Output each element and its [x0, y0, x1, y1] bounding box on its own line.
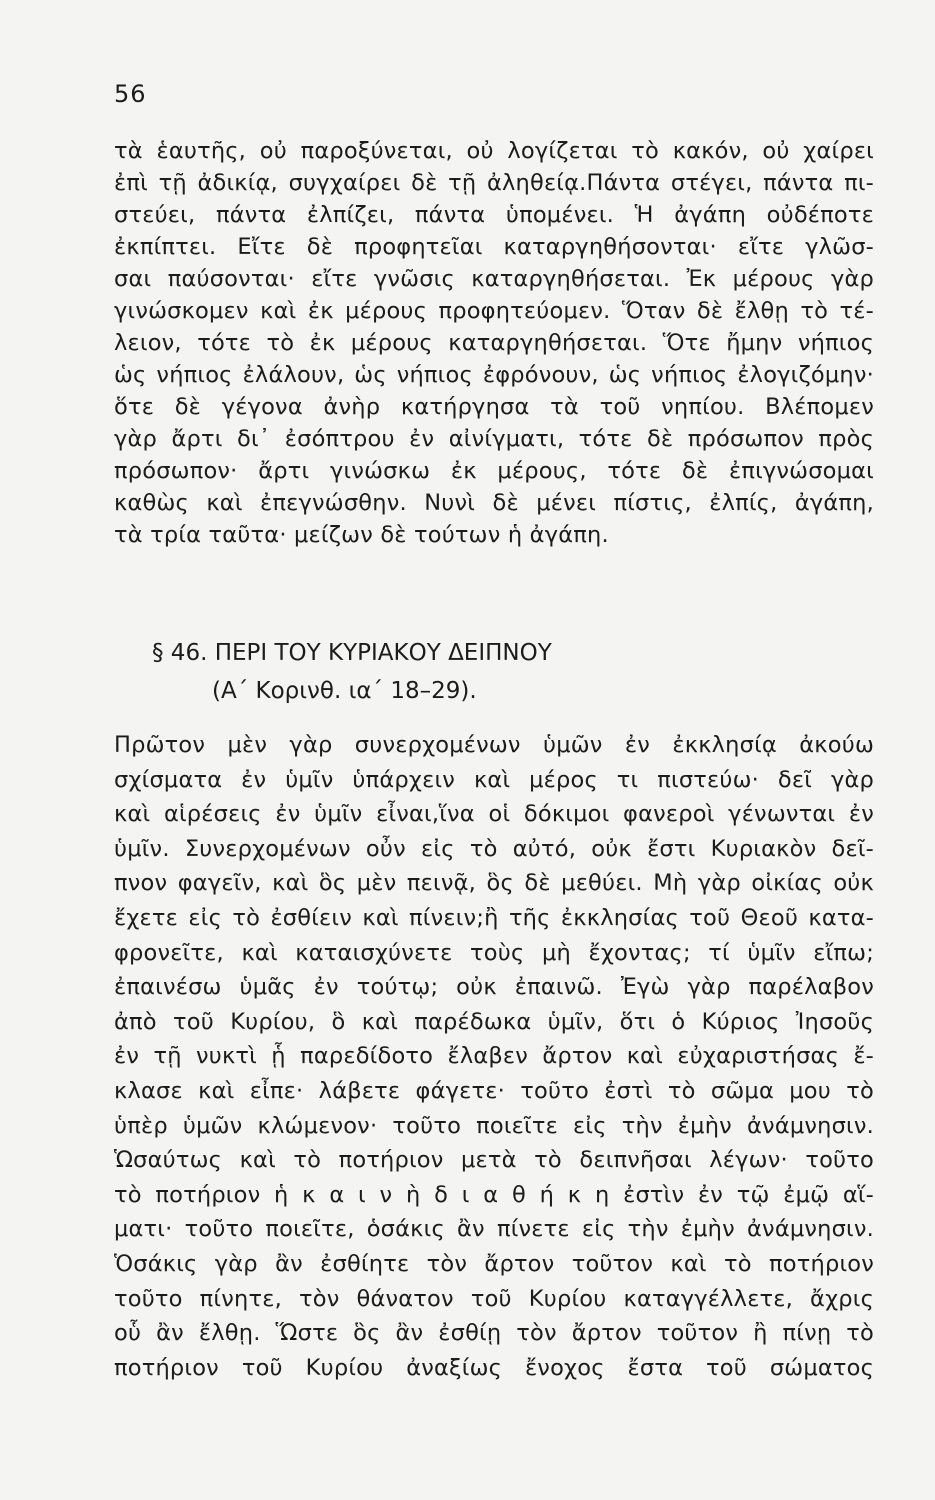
text-line: σχίσματα ἐν ὑμῖν ὑπάρχειν καὶ μέρος τι πιστεύω· δεῖ γὰρ — [114, 766, 874, 793]
text-line: πνον φαγεῖν, καὶ ὃς μὲν πεινᾷ, ὃς δὲ μεθύει. Μὴ γὰρ οἰκίας οὐκ — [114, 870, 874, 897]
text-line: τὰ ἑαυτῆς, οὐ παροξύνεται, οὐ λογίζεται τὸ κακόν, οὐ χαίρει — [114, 138, 874, 164]
text-line: οὗ ἂν ἔλθῃ. Ὥστε ὃς ἂν ἐσθίῃ τὸν ἄρτον τοῦτον ἢ πίνῃ τὸ — [114, 1320, 874, 1347]
text-line: γὰρ ἄρτι δι᾽ ἐσόπτρου ἐν αἰνίγματι, τότε δὲ πρόσωπον πρὸς — [114, 426, 874, 452]
text-line: ἀπὸ τοῦ Κυρίου, ὃ καὶ παρέδωκα ὑμῖν, ὅτι ὁ Κύριος Ἰησοῦς — [114, 1008, 874, 1035]
text-line: Ὡσαύτως καὶ τὸ ποτήριον μετὰ τὸ δειπνῆσαι λέγων· τοῦτο — [114, 1147, 874, 1174]
text-line: τὰ τρία ταῦτα· μείζων δὲ τούτων ἡ ἀγάπη. — [114, 522, 609, 548]
text-line: κλασε καὶ εἶπε· λάβετε φάγετε· τοῦτο ἐστὶ τὸ σῶμα μου τὸ — [114, 1077, 874, 1104]
text-line: ἐπὶ τῇ ἀδικίᾳ, συγχαίρει δὲ τῇ ἀληθείᾳ.Πάντα στέγει, πάντα πι- — [114, 170, 874, 196]
text-line: καθὼς καὶ ἐπεγνώσθην. Νυνὶ δὲ μένει πίστις, ἐλπίς, ἀγάπη, — [114, 490, 874, 516]
body-paragraph — [114, 728, 874, 1385]
text-line: Ὁσάκις γὰρ ἂν ἐσθίητε τὸν ἄρτον τοῦτον καὶ τὸ ποτήριον — [114, 1250, 874, 1277]
text-line: ὑπὲρ ὑμῶν κλώμενον· τοῦτο ποιεῖτε εἰς τὴν ἐμὴν ἀνάμνησιν. — [114, 1112, 874, 1139]
text-line: ματι· τοῦτο ποιεῖτε, ὁσάκις ἂν πίνετε εἰς τὴν ἐμὴν ἀνάμνησιν. — [114, 1216, 874, 1243]
text-line: τὸ ποτήριον ἡ κ α ι ν ὴ δ ι α θ ή κ η ἐστὶν ἐν τῷ ἐμῷ αἵ- — [114, 1181, 874, 1208]
text-line: ἐκπίπτει. Εἴτε δὲ προφητεῖαι καταργηθήσονται· εἴτε γλῶσ- — [114, 234, 874, 260]
text-line: Πρῶτον μὲν γὰρ συνερχομένων ὑμῶν ἐν ἐκκλησίᾳ ἀκούω — [114, 732, 874, 758]
text-line: πρόσωπον· ἄρτι γινώσκω ἐκ μέρους, τότε δὲ ἐπιγνώσομαι — [114, 458, 874, 484]
text-line: καὶ αἱρέσεις ἐν ὑμῖν εἶναι,ἵνα οἱ δόκιμοι φανεροὶ γένωνται ἐν — [114, 801, 874, 828]
section-reference: (Α΄ Κορινθ. ια΄ 18–29). — [212, 678, 477, 704]
text-line: φρονεῖτε, καὶ καταισχύνετε τοὺς μὴ ἔχοντας; τί ὑμῖν εἴπω; — [114, 939, 874, 966]
text-line: στεύει, πάντα ἐλπίζει, πάντα ὑπομένει. Ἡ ἀγάπη οὐδέποτε — [114, 202, 874, 228]
page-number: 56 — [114, 80, 147, 108]
text-line: ποτήριον τοῦ Κυρίου ἀναξίως ἔνοχος ἔστα τοῦ σώματος — [114, 1354, 874, 1381]
text-line: γινώσκομεν καὶ ἐκ μέρους προφητεύομεν. Ὅταν δὲ ἔλθῃ τὸ τέ- — [114, 298, 874, 324]
text-line: ὡς νήπιος ἐλάλουν, ὡς νήπιος ἐφρόνουν, ὡς νήπιος ἐλογιζόμην· — [114, 362, 874, 388]
top-paragraph — [114, 135, 874, 551]
text-line: σαι παύσονται· εἴτε γνῶσις καταργηθήσεται. Ἐκ μέρους γὰρ — [114, 266, 874, 292]
text-line: τοῦτο πίνητε, τὸν θάνατον τοῦ Κυρίου καταγγέλλετε, ἄχρις — [114, 1285, 874, 1312]
text-line: ἔχετε εἰς τὸ ἐσθίειν καὶ πίνειν;ἢ τῆς ἐκκλησίας τοῦ Θεοῦ κατα- — [114, 904, 874, 931]
text-line: ὑμῖν. Συνερχομένων οὖν εἰς τὸ αὐτό, οὐκ ἔστι Κυριακὸν δεῖ- — [114, 835, 874, 862]
text-line: ἐπαινέσω ὑμᾶς ἐν τούτῳ; οὐκ ἐπαινῶ. Ἐγὼ γὰρ παρέλαβον — [114, 974, 874, 1001]
text-line: ὅτε δὲ γέγονα ἀνὴρ κατήργησα τὰ τοῦ νηπίου. Βλέπομεν — [114, 394, 874, 420]
text-line: ἐν τῇ νυκτὶ ᾗ παρεδίδοτο ἔλαβεν ἄρτον καὶ εὐχαριστήσας ἔ- — [114, 1043, 874, 1070]
text-line: λειον, τότε τὸ ἐκ μέρους καταργηθήσεται. Ὅτε ἤμην νήπιος — [114, 330, 874, 356]
section-title: § 46. ΠΕΡΙ ΤΟΥ ΚΥΡΙΑΚΟΥ ΔΕΙΠΝΟΥ — [152, 640, 552, 666]
